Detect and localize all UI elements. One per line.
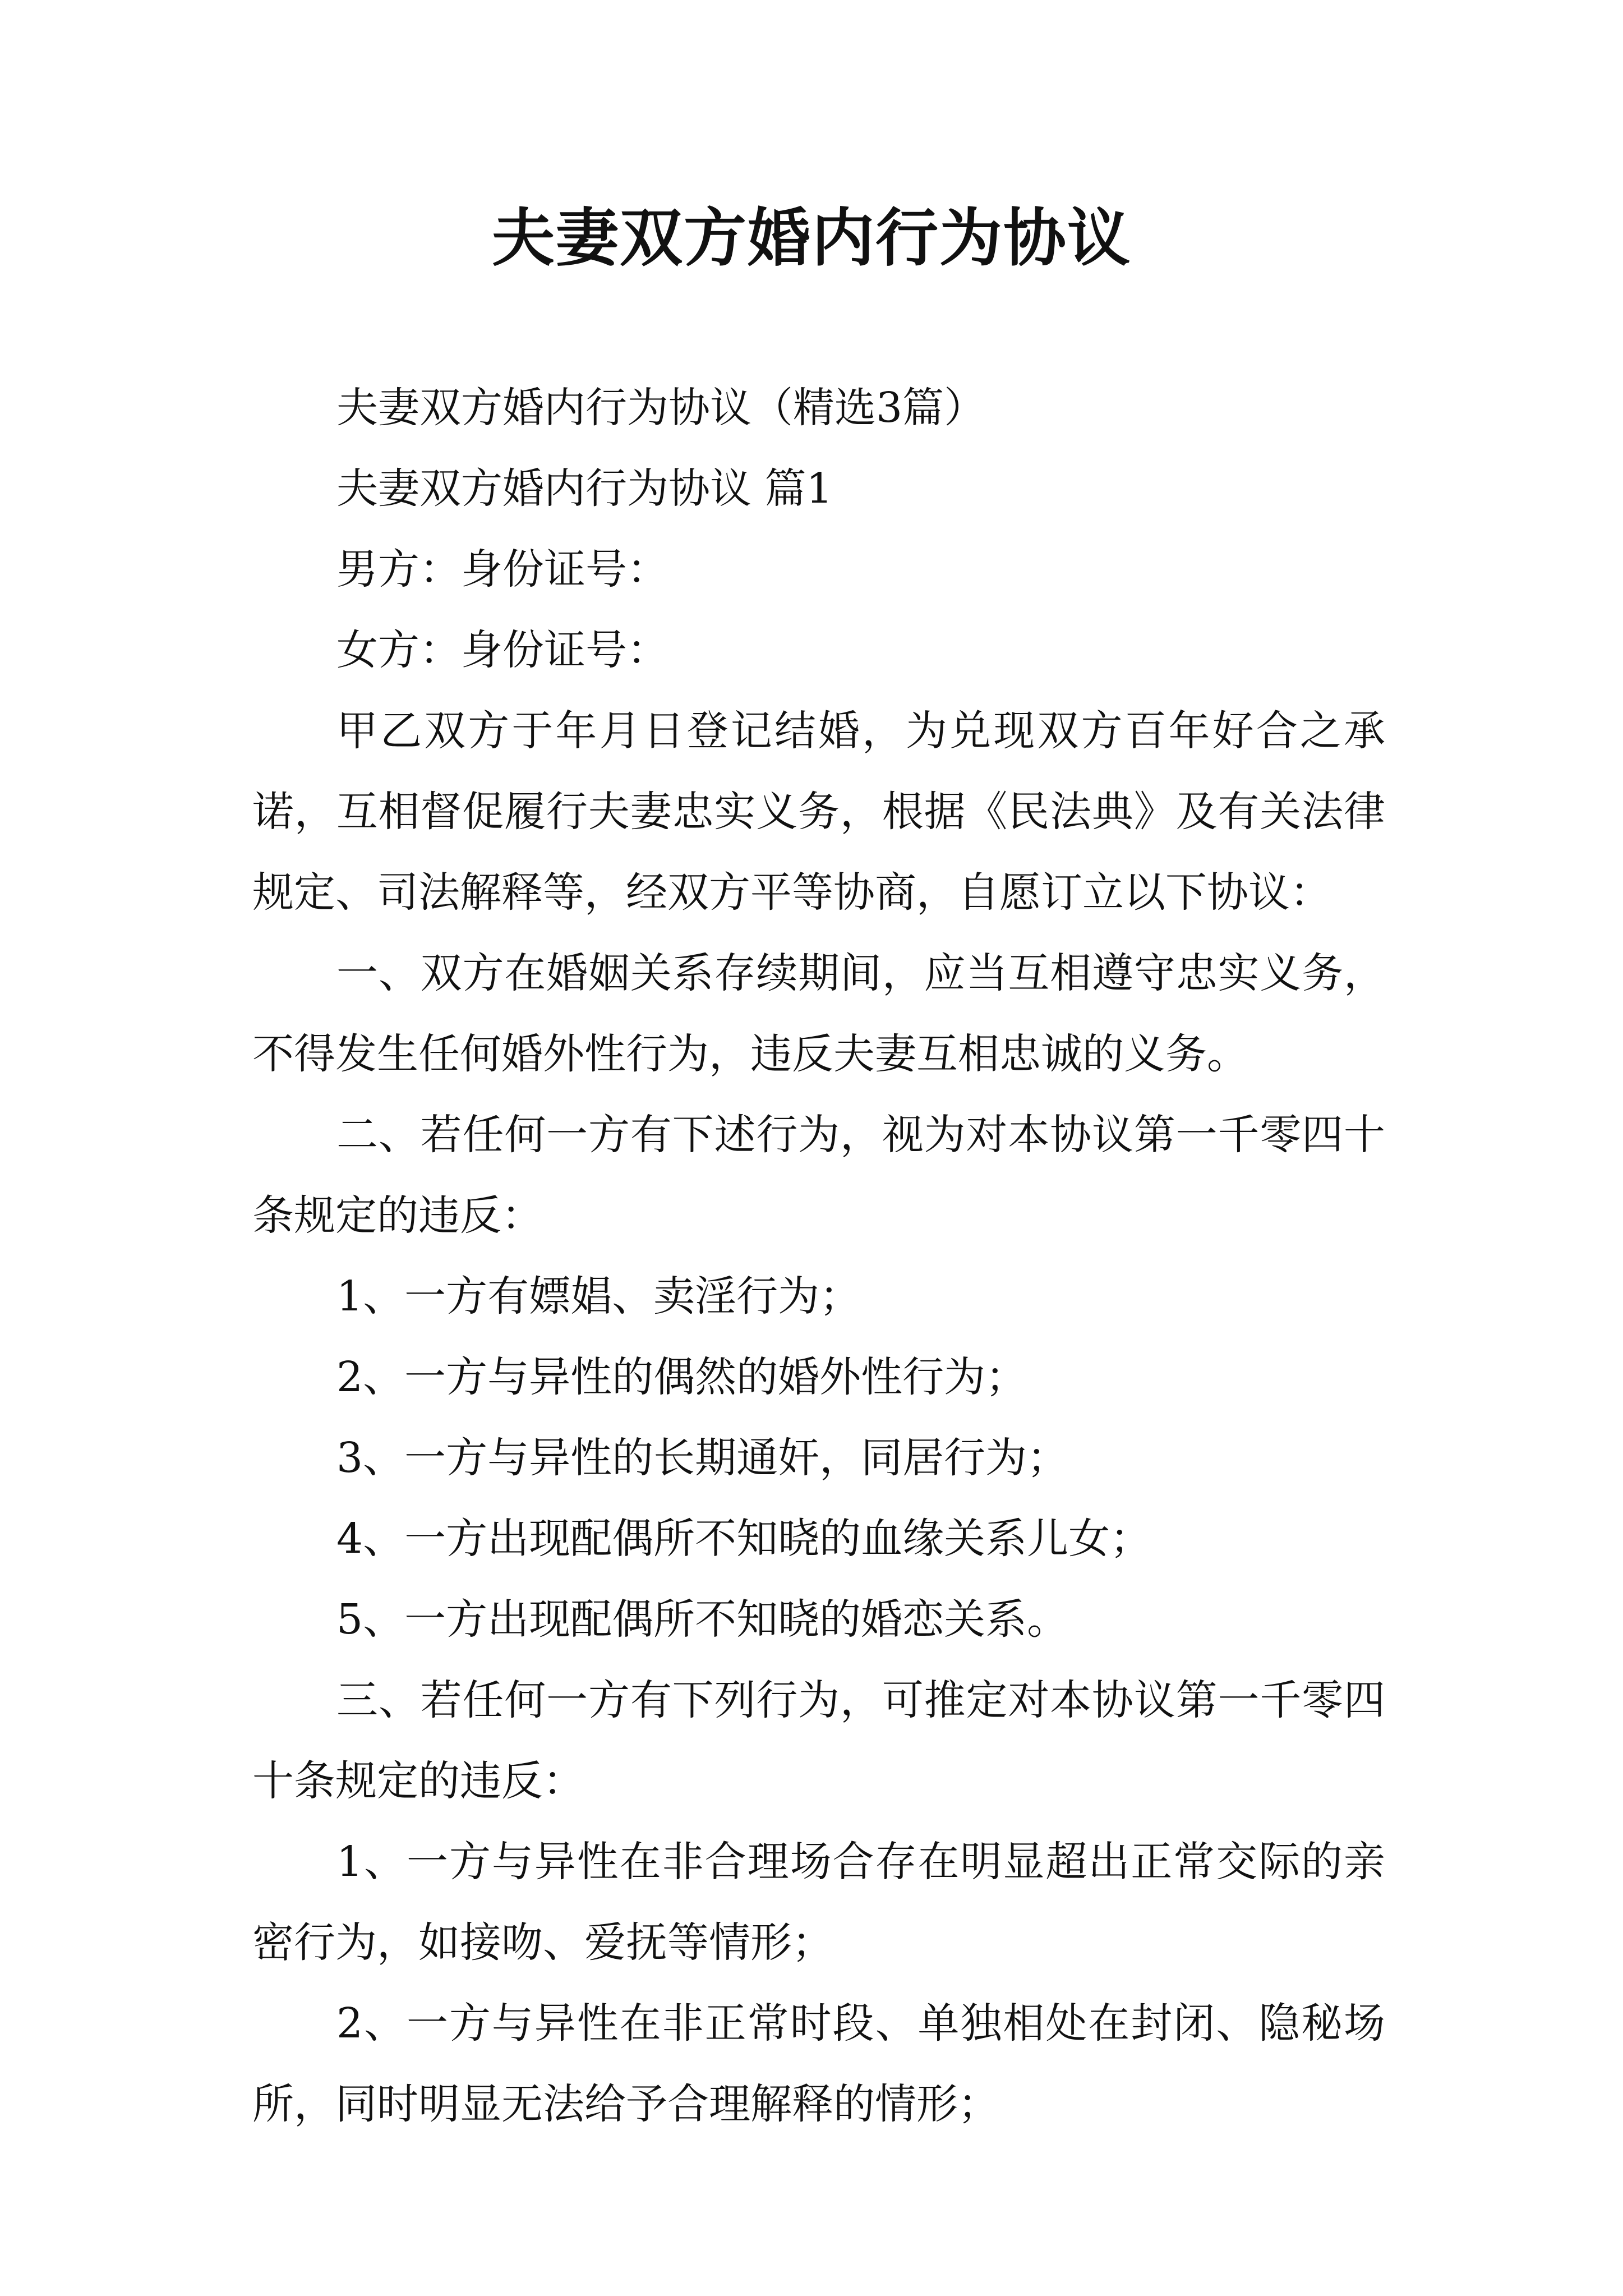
clause-1: 一、双方在婚姻关系存续期间，应当互相遵守忠实义务，不得发生任何婚外性行为，违反夫妻互相忠诚的义务。 — [252, 949, 1385, 1078]
clause-2: 二、若任何一方有下述行为，视为对本协议第一千零四十条规定的违反： — [252, 1111, 1385, 1240]
section-heading: 夫妻双方婚内行为协议 篇1 — [336, 464, 833, 513]
clause-3: 三、若任何一方有下列行为，可推定对本协议第一千零四十条规定的违反： — [252, 1676, 1385, 1805]
male-party-line: 男方：身份证号： — [336, 545, 668, 593]
clause-2-item-3: 3、一方与异性的长期通奸，同居行为； — [336, 1434, 1069, 1482]
clause-2-item-2: 2、一方与异性的偶然的婚外性行为； — [336, 1353, 1027, 1401]
preamble-paragraph: 甲乙双方于年月日登记结婚，为兑现双方百年好合之承诺，互相督促履行夫妻忠实义务，根据《民法典》及有关法律规定、司法解释等，经双方平等协商，自愿订立以下协议： — [252, 707, 1385, 917]
female-party-line: 女方：身份证号： — [336, 626, 668, 674]
clause-2-item-5: 5、一方出现配偶所不知晓的婚恋关系。 — [336, 1595, 1069, 1644]
clause-2-item-1: 1、一方有嫖娼、卖淫行为； — [336, 1272, 861, 1320]
subtitle-paragraph: 夫妻双方婚内行为协议（精选3篇） — [336, 384, 986, 432]
document-title: 夫妻双方婚内行为协议 — [492, 201, 1131, 275]
clause-3-item-2: 2、一方与异性在非正常时段、单独相处在封闭、隐秘场所，同时明显无法给予合理解释的情形； — [252, 1999, 1385, 2128]
clause-3-item-1: 1、一方与异性在非合理场合存在明显超出正常交际的亲密行为，如接吻、爱抚等情形； — [252, 1838, 1385, 1967]
clause-2-item-4: 4、一方出现配偶所不知晓的血缘关系儿女； — [336, 1515, 1152, 1563]
document-body — [252, 367, 1385, 2145]
